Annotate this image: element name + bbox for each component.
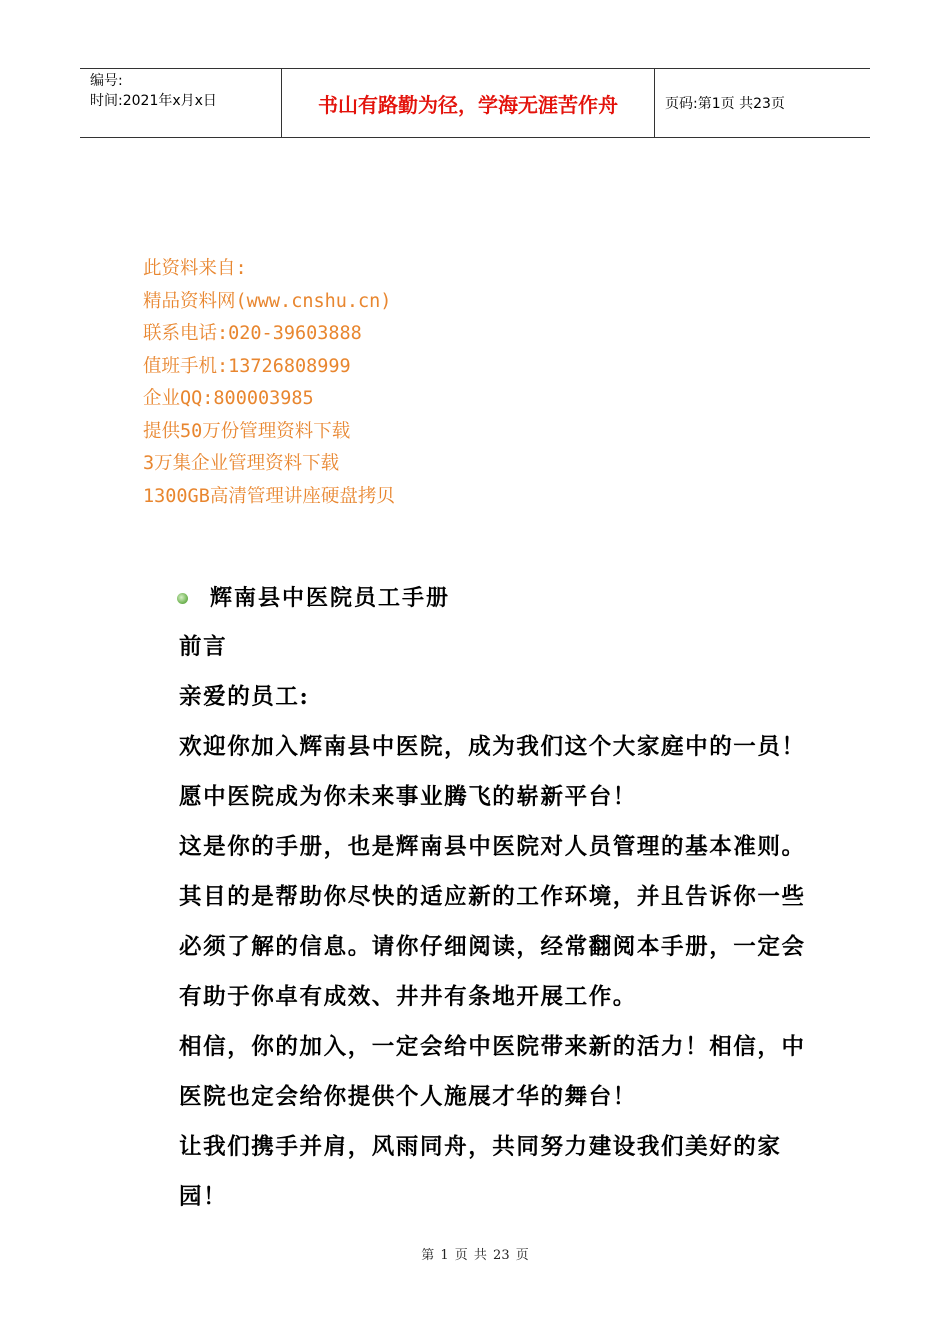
- source-info-block: [143, 253, 395, 513]
- source-line: 值班手机:13726808999: [143, 355, 351, 377]
- section-heading: 前言: [179, 634, 228, 660]
- source-line: 提供50万份管理资料下载: [143, 420, 351, 442]
- footer-page-number: 第 1 页 共 23 页: [421, 1248, 529, 1263]
- page-footer: [0, 1244, 950, 1263]
- body-paragraph: 相信，你的加入，一定会给中医院带来新的活力！相信，中医院也定会给你提供个人施展才华的舞台！: [179, 1034, 806, 1110]
- source-line: 企业QQ:800003985: [143, 388, 314, 409]
- source-line: 3万集企业管理资料下载: [143, 453, 340, 474]
- header-page-info: 页码:第1页 共23页: [665, 96, 785, 112]
- body-paragraph: 让我们携手并肩，风雨同舟，共同努力建设我们美好的家园！: [179, 1134, 782, 1210]
- number-label: 编号:: [90, 73, 123, 89]
- body-paragraph: 欢迎你加入辉南县中医院，成为我们这个大家庭中的一员！愿中医院成为你未来事业腾飞的崭新平台！: [179, 734, 806, 810]
- source-line: 精品资料网(www.cnshu.cn): [143, 290, 392, 312]
- source-line: 联系电话:020-39603888: [143, 323, 362, 344]
- source-line: 1300GB高清管理讲座硬盘拷贝: [143, 485, 395, 507]
- header-meta-cell: [80, 69, 282, 137]
- source-line: 此资料来自:: [143, 258, 247, 279]
- time-label: 时间:2021年x月x日: [90, 93, 217, 109]
- document-body: [179, 622, 824, 1222]
- body-paragraph: 这是你的手册，也是辉南县中医院对人员管理的基本准则。其目的是帮助你尽快的适应新的工作环境，并且告诉你一些必须了解的信息。请你仔细阅读，经常翻阅本手册，一定会有助于你卓有成效、井井有条地开展工作。: [179, 834, 806, 1010]
- header-page-cell: [655, 69, 870, 137]
- motto-text: 书山有路勤为径，学海无涯苦作舟: [318, 92, 618, 117]
- bullet-icon: [177, 593, 188, 604]
- document-title-row: [177, 580, 450, 612]
- greeting: 亲爱的员工:: [179, 684, 310, 710]
- document-title: 辉南县中医院员工手册: [210, 584, 451, 611]
- document-header: [80, 68, 870, 138]
- header-motto-cell: [282, 69, 655, 137]
